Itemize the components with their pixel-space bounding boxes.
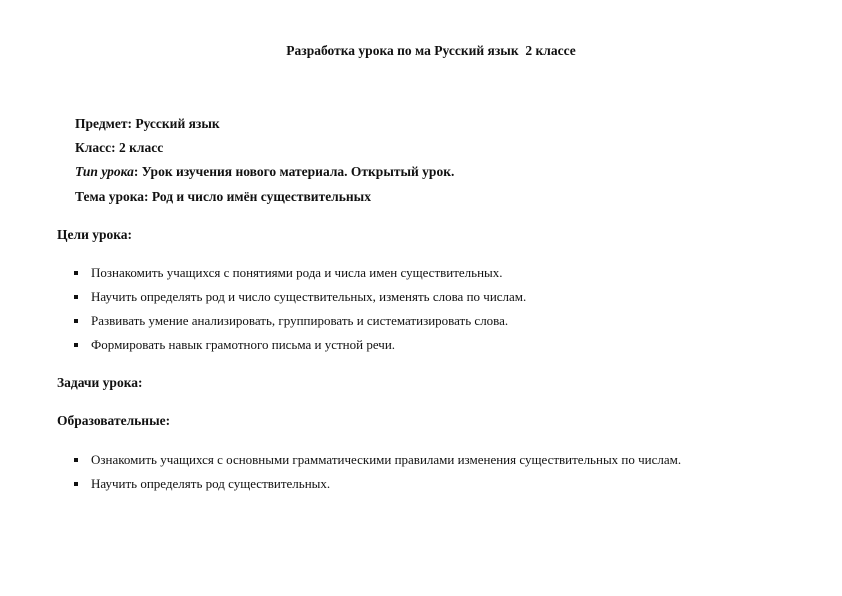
bullet-icon [74, 458, 78, 462]
educational-heading: Образовательные: [57, 413, 171, 428]
meta-grade-value: 2 класс [115, 140, 164, 155]
bullet-icon [74, 271, 78, 275]
meta-type-value: : Урок изучения нового материала. Открытый урок. [133, 164, 455, 179]
meta-type-label: Тип урока [75, 164, 134, 179]
meta-topic-label: Тема урока: [75, 189, 149, 204]
meta-subject-value: Русский язык [131, 116, 220, 131]
meta-topic [75, 189, 371, 205]
meta-lesson-type [75, 164, 454, 180]
list-item [74, 265, 503, 281]
educational-text: Научить определять род существительных. [91, 476, 331, 491]
list-item [74, 452, 681, 468]
goal-text: Научить определять род и число существительных, изменять слова по числам. [91, 289, 527, 304]
bullet-icon [74, 319, 78, 323]
list-item [74, 289, 526, 305]
meta-grade [75, 140, 163, 156]
meta-subject [75, 116, 220, 132]
meta-subject-label: Предмет: [75, 116, 132, 131]
meta-topic-value: Род и число имён существительных [148, 189, 371, 204]
goal-text: Познакомить учащихся с понятиями рода и числа имен существительных. [91, 265, 503, 280]
document-title: Разработка урока по ма Русский язык 2 классе [286, 43, 576, 58]
list-item [74, 476, 330, 492]
list-item [74, 337, 395, 353]
educational-text: Ознакомить учащихся с основными грамматическими правилами изменения существительных по числам. [91, 452, 682, 467]
tasks-heading: Задачи урока: [57, 375, 143, 390]
bullet-icon [74, 343, 78, 347]
bullet-icon [74, 295, 78, 299]
goals-heading: Цели урока: [57, 227, 133, 242]
bullet-icon [74, 482, 78, 486]
meta-grade-label: Класс: [75, 140, 116, 155]
goal-text: Развивать умение анализировать, группировать и систематизировать слова. [91, 313, 509, 328]
list-item [74, 313, 508, 329]
goal-text: Формировать навык грамотного письма и устной речи. [91, 337, 396, 352]
